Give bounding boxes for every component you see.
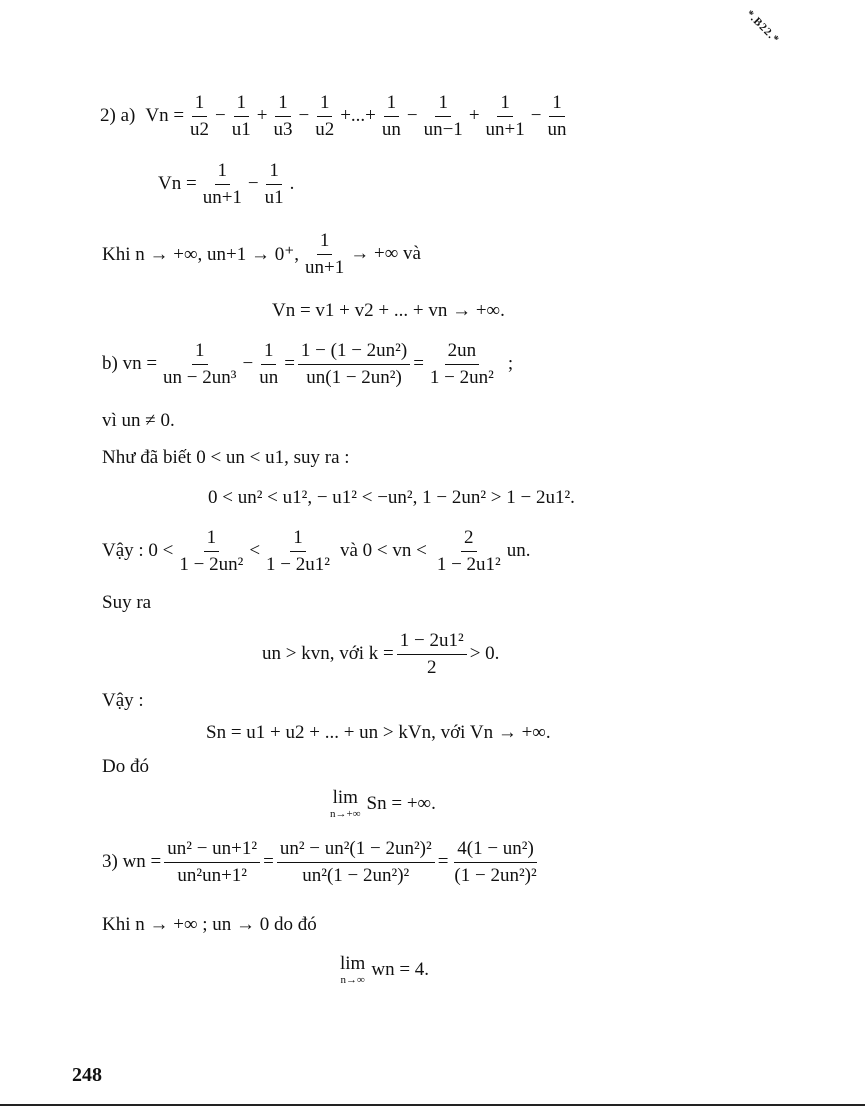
- fraction-numerator: 1: [384, 92, 400, 117]
- kv-tail: > 0.: [469, 643, 500, 665]
- fraction-numerator: 1: [317, 92, 333, 117]
- limit-operator: [340, 954, 365, 986]
- vi-text: vì un ≠ 0.: [102, 410, 175, 431]
- fraction-denominator: un+1: [202, 186, 242, 208]
- fraction-term: [544, 92, 569, 141]
- sn-text: Sn = u1 + u2 + ... + un > kVn, với Vn → +∞.: [206, 722, 551, 743]
- eq-vn-sum: [272, 300, 505, 322]
- fraction-term: [451, 838, 539, 887]
- fraction-denominator: u3: [273, 118, 293, 140]
- suy-ra-text: Suy ra: [102, 592, 152, 613]
- vay-mid-text: và 0 < vn <: [339, 540, 427, 562]
- text-khi-limit: [102, 230, 421, 279]
- kv-lhs: un > kvn, với k =: [262, 643, 394, 665]
- term-sign: +...+: [340, 105, 376, 127]
- operator: =: [437, 851, 449, 873]
- fraction-term: [262, 160, 287, 209]
- term-sign: −: [406, 105, 418, 127]
- fraction-numerator: 1: [261, 340, 277, 365]
- fraction-numerator: 1: [266, 160, 282, 185]
- khi-text: Khi n → +∞, un+1 → 0⁺,: [102, 243, 300, 265]
- fraction-numerator: 1: [204, 527, 220, 552]
- fraction-numerator: 1: [435, 92, 451, 117]
- term-sign: +: [468, 105, 480, 127]
- eq-wn: [102, 838, 543, 887]
- fraction-numerator: 1: [234, 92, 250, 117]
- term-sign: +: [256, 105, 268, 127]
- term-sign: −: [215, 105, 226, 127]
- fraction-numerator: 2: [461, 527, 477, 552]
- fraction-numerator: un² − un+1²: [164, 838, 260, 863]
- fraction-term: [312, 92, 337, 141]
- fraction-numerator: 1: [549, 92, 565, 117]
- fraction-denominator: un²un+1²: [177, 864, 247, 886]
- nhu-text: Như đã biết 0 < un < u1, suy ra :: [102, 447, 350, 468]
- fraction-denominator: un+1: [485, 118, 525, 140]
- fraction-term: [298, 340, 410, 389]
- text-do-do: [102, 756, 149, 778]
- fraction-term: [164, 838, 260, 887]
- lim-expression: wn = 4.: [371, 959, 430, 980]
- fraction-denominator: u1: [231, 118, 251, 140]
- khi-tail: → +∞ và: [350, 243, 421, 265]
- lim-word: lim: [332, 787, 358, 808]
- vay-tail: un.: [506, 540, 531, 562]
- fraction-term: [397, 630, 467, 679]
- eq-sn-bound: [206, 722, 551, 744]
- operator: =: [263, 851, 274, 873]
- fraction-denominator: 1 − 2u1²: [436, 553, 501, 575]
- text-suy-ra: [102, 592, 151, 614]
- fraction-numerator: 1 − (1 − 2un²): [298, 340, 410, 365]
- text-khi-wn: [102, 914, 317, 936]
- fraction-numerator: 1: [192, 92, 208, 117]
- text-vay2: [102, 690, 144, 712]
- lim-subscript: n→+∞: [330, 808, 361, 820]
- inequalities-text: 0 < un² < u1², − u1² < −un², 1 − 2un² > 1 − 2u1².: [208, 487, 575, 508]
- fraction-numerator: 1: [497, 92, 513, 117]
- lim-word: lim: [340, 953, 366, 974]
- fraction-denominator: 1 − 2un²: [179, 553, 244, 575]
- punctuation: .: [289, 173, 295, 195]
- operator: =: [413, 353, 424, 375]
- vn-lhs: Vn =: [145, 105, 185, 127]
- term-sign: −: [530, 105, 542, 127]
- fraction-denominator: u1: [264, 186, 284, 208]
- fraction-term: [379, 92, 404, 141]
- fraction-term: [434, 527, 504, 576]
- fraction-numerator: 1: [215, 160, 231, 185]
- vn-sum-text: Vn = v1 + v2 + ... + vn → +∞.: [272, 300, 505, 321]
- operator: <: [249, 540, 261, 562]
- vn-result-lhs: Vn =: [158, 173, 197, 195]
- fraction-numerator: 2un: [445, 340, 480, 365]
- operator: =: [284, 353, 295, 375]
- fraction-numerator: 1: [275, 92, 291, 117]
- fraction-term: [263, 527, 333, 576]
- fraction-numerator: 1 − 2u1²: [397, 630, 467, 655]
- fraction-term: [256, 340, 281, 389]
- fraction-term: [302, 230, 347, 279]
- do-do-text: Do đó: [102, 756, 149, 777]
- fraction-term: [200, 160, 245, 209]
- fraction-numerator: 1: [317, 230, 333, 255]
- part-3-label: 3) wn =: [102, 851, 162, 873]
- text-nhu-da-biet: [102, 447, 350, 469]
- bottom-divider: [0, 1104, 865, 1106]
- part-2a-label: 2) a): [100, 105, 136, 127]
- eq-limit-wn: [340, 954, 429, 986]
- corner-stamp: *.B22.*: [743, 8, 782, 47]
- fraction-denominator: un: [259, 366, 279, 388]
- fraction-denominator: 2: [426, 656, 437, 678]
- fraction-term: [421, 92, 466, 141]
- eq-vn-result: [158, 160, 294, 209]
- khi-wn-text: Khi n → +∞ ; un → 0 do đó: [102, 914, 317, 935]
- lim-expression: Sn = +∞.: [366, 793, 436, 814]
- operator: −: [242, 353, 254, 375]
- page-number: 248: [72, 1064, 102, 1086]
- fraction-denominator: 1 − 2u1²: [266, 553, 330, 575]
- fraction-numerator: un² − un²(1 − 2un²)²: [277, 838, 435, 863]
- fraction-denominator: un: [547, 118, 567, 140]
- fraction-denominator: un: [381, 118, 401, 140]
- eq-un-kvn: [262, 630, 499, 679]
- fraction-term: [176, 527, 246, 576]
- fraction-denominator: u2: [190, 118, 210, 140]
- fraction-term: [270, 92, 295, 141]
- eq-vay-bounds: [102, 527, 531, 576]
- fraction-numerator: 1: [192, 340, 208, 365]
- fraction-denominator: un − 2un³: [163, 366, 237, 388]
- fraction-term: [277, 838, 435, 887]
- fraction-numerator: 4(1 − un²): [454, 838, 537, 863]
- eq-limit-sn: [330, 788, 436, 820]
- fraction-term: [229, 92, 254, 141]
- fraction-denominator: un²(1 − 2un²)²: [302, 864, 410, 886]
- fraction-denominator: 1 − 2un²: [429, 366, 494, 388]
- operator: −: [247, 173, 259, 195]
- limit-operator: [330, 788, 361, 820]
- fraction-term: [483, 92, 528, 141]
- lim-subscript: n→∞: [340, 974, 365, 986]
- eq-inequalities: [208, 487, 575, 509]
- vay-label: Vậy : 0 <: [102, 540, 174, 562]
- text-vi: [102, 410, 175, 432]
- fraction-denominator: u2: [315, 118, 335, 140]
- fraction-term: [187, 92, 212, 141]
- fraction-denominator: un−1: [423, 118, 463, 140]
- fraction-numerator: 1: [290, 527, 306, 552]
- fraction-term: [160, 340, 239, 389]
- fraction-denominator: un+1: [305, 256, 345, 278]
- eq-vn-expansion: [100, 92, 572, 141]
- vay2-text: Vậy :: [102, 690, 144, 711]
- fraction-denominator: (1 − 2un²)²: [454, 864, 537, 886]
- fraction-term: [427, 340, 497, 389]
- part-2b-label: b) vn =: [102, 353, 158, 375]
- term-sign: −: [298, 105, 310, 127]
- fraction-denominator: un(1 − 2un²): [306, 366, 402, 388]
- punctuation: ;: [507, 353, 514, 375]
- eq-small-vn: [102, 340, 513, 389]
